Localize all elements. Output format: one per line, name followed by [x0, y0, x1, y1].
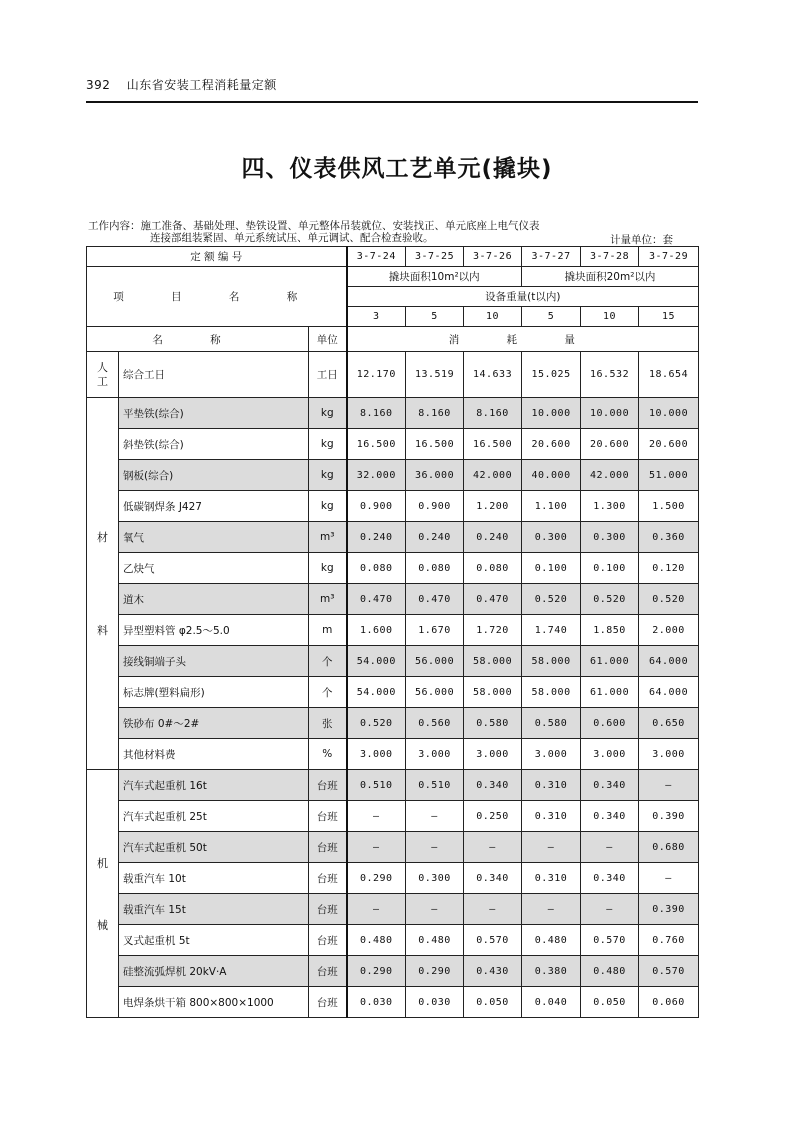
consumption-value: 0.520	[347, 708, 406, 739]
consumption-value: 0.300	[406, 863, 464, 894]
table-row	[87, 460, 699, 491]
consumption-value: 0.080	[464, 553, 522, 584]
resource-unit: 台班	[309, 894, 347, 925]
area-group: 撬块面积20m²以内	[522, 267, 699, 287]
resource-unit: kg	[309, 460, 347, 491]
resource-unit: kg	[309, 429, 347, 460]
consumption-value: 61.000	[581, 646, 639, 677]
consumption-value: 0.290	[347, 956, 406, 987]
resource-name: 氧气	[119, 522, 309, 553]
area-group: 撬块面积10m²以内	[347, 267, 522, 287]
table-row	[87, 522, 699, 553]
consumption-value: 0.340	[464, 863, 522, 894]
category-char: 人工	[97, 360, 108, 388]
consumption-value: 1.720	[464, 615, 522, 646]
table-row	[87, 832, 699, 863]
consumption-value: 0.510	[347, 770, 406, 801]
consumption-value: 1.200	[464, 491, 522, 522]
consumption-value: 0.300	[581, 522, 639, 553]
consumption-value: 0.510	[406, 770, 464, 801]
resource-unit: 台班	[309, 801, 347, 832]
consumption-value: 0.290	[406, 956, 464, 987]
table-row	[87, 615, 699, 646]
consumption-value: —	[581, 832, 639, 863]
consumption-value: 20.600	[639, 429, 699, 460]
resource-name: 钢板(综合)	[119, 460, 309, 491]
weight-value: 3	[347, 307, 406, 327]
consumption-value: 58.000	[464, 646, 522, 677]
resource-unit: kg	[309, 491, 347, 522]
resource-name: 道木	[119, 584, 309, 615]
consumption-value: —	[406, 894, 464, 925]
consumption-value: 12.170	[347, 352, 406, 398]
consumption-value: 51.000	[639, 460, 699, 491]
consumption-value: 0.310	[522, 801, 581, 832]
measurement-unit: 计量单位：套	[610, 234, 673, 246]
consumption-value: 1.500	[639, 491, 699, 522]
consumption-value: 42.000	[581, 460, 639, 491]
book-title: 山东省安装工程消耗量定额	[126, 78, 277, 92]
consumption-value: 0.360	[639, 522, 699, 553]
consumption-value: 0.120	[639, 553, 699, 584]
work-content-line2: 连接部组装紧固、单元系统试压、单元调试、配合检查验收。	[150, 232, 434, 244]
consumption-value: 32.000	[347, 460, 406, 491]
consumption-value: 0.520	[581, 584, 639, 615]
labor-category	[87, 352, 119, 398]
quota-no-label: 定 额 编 号	[87, 247, 347, 267]
consumption-value: 0.340	[581, 801, 639, 832]
table-row	[87, 352, 699, 398]
header-rule	[86, 101, 698, 103]
quota-no: 3-7-29	[639, 247, 699, 267]
resource-name: 载重汽车 10t	[119, 863, 309, 894]
consumption-value: 61.000	[581, 677, 639, 708]
consumption-value: 0.340	[464, 770, 522, 801]
quota-no: 3-7-27	[522, 247, 581, 267]
consumption-value: 0.480	[522, 925, 581, 956]
col-unit-header: 单位	[309, 327, 347, 352]
table-row	[87, 429, 699, 460]
table-row	[87, 956, 699, 987]
resource-unit: kg	[309, 553, 347, 584]
consumption-value: 0.580	[464, 708, 522, 739]
resource-name: 异型塑料管 φ2.5～5.0	[119, 615, 309, 646]
resource-unit: 个	[309, 646, 347, 677]
consumption-value: 8.160	[464, 398, 522, 429]
consumption-value: 0.310	[522, 863, 581, 894]
consumption-value: 0.050	[581, 987, 639, 1018]
consumption-value: 58.000	[522, 646, 581, 677]
resource-name: 汽车式起重机 25t	[119, 801, 309, 832]
consumption-value: —	[639, 863, 699, 894]
work-content-line1: 施工准备、基础处理、垫铁设置、单元整体吊装就位、安装找正、单元底座上电气仪表	[140, 220, 540, 232]
col-name-header: 名 称	[87, 327, 309, 352]
table-row	[87, 398, 699, 429]
consumption-value: 64.000	[639, 677, 699, 708]
consumption-value: 54.000	[347, 677, 406, 708]
consumption-value: 0.300	[522, 522, 581, 553]
consumption-value: 0.570	[581, 925, 639, 956]
table-row	[87, 925, 699, 956]
resource-name: 硅整流弧焊机 20kV·A	[119, 956, 309, 987]
consumption-value: —	[522, 894, 581, 925]
resource-name: 汽车式起重机 16t	[119, 770, 309, 801]
consumption-value: 0.310	[522, 770, 581, 801]
weight-value: 10	[464, 307, 522, 327]
consumption-value: 0.430	[464, 956, 522, 987]
consumption-value: 0.340	[581, 770, 639, 801]
consumption-value: 0.570	[464, 925, 522, 956]
machine-category	[87, 770, 119, 1018]
consumption-value: 58.000	[464, 677, 522, 708]
resource-name: 标志牌(塑料扁形)	[119, 677, 309, 708]
table-row	[87, 646, 699, 677]
consumption-value: —	[406, 801, 464, 832]
consumption-value: 18.654	[639, 352, 699, 398]
consumption-value: 56.000	[406, 677, 464, 708]
consumption-value: 3.000	[347, 739, 406, 770]
consumption-value: 54.000	[347, 646, 406, 677]
consumption-value: 10.000	[639, 398, 699, 429]
work-content	[88, 220, 540, 244]
resource-unit: 个	[309, 677, 347, 708]
resource-name: 其他材料费	[119, 739, 309, 770]
weight-value: 5	[406, 307, 464, 327]
consumption-value: 14.633	[464, 352, 522, 398]
resource-name: 接线铜端子头	[119, 646, 309, 677]
consumption-value: 0.080	[406, 553, 464, 584]
consumption-value: 0.470	[406, 584, 464, 615]
consumption-value: 0.390	[639, 894, 699, 925]
quota-table	[86, 246, 699, 1018]
consumption-value: 0.100	[522, 553, 581, 584]
table-row	[87, 987, 699, 1018]
quota-no: 3-7-25	[406, 247, 464, 267]
consumption-value: 0.570	[639, 956, 699, 987]
consumption-value: —	[347, 894, 406, 925]
consumption-value: 0.470	[464, 584, 522, 615]
consumption-value: 0.240	[464, 522, 522, 553]
consumption-value: 13.519	[406, 352, 464, 398]
consumption-value: —	[522, 832, 581, 863]
consumption-value: 0.340	[581, 863, 639, 894]
table-row	[87, 770, 699, 801]
consumption-value: 0.560	[406, 708, 464, 739]
consumption-value: 36.000	[406, 460, 464, 491]
page-title: 四、仪表供风工艺单元(撬块)	[241, 156, 553, 182]
resource-name: 乙炔气	[119, 553, 309, 584]
table-row	[87, 491, 699, 522]
table-row	[87, 739, 699, 770]
resource-unit: 台班	[309, 956, 347, 987]
item-name-label: 项 目 名 称	[87, 267, 347, 327]
consumption-value: 42.000	[464, 460, 522, 491]
resource-unit: m³	[309, 522, 347, 553]
consumption-value: 0.390	[639, 801, 699, 832]
weight-value: 5	[522, 307, 581, 327]
consumption-value: 0.240	[406, 522, 464, 553]
consumption-value: 1.300	[581, 491, 639, 522]
consumption-value: 0.520	[522, 584, 581, 615]
resource-unit: 台班	[309, 770, 347, 801]
quota-no: 3-7-26	[464, 247, 522, 267]
consumption-value: 0.030	[347, 987, 406, 1018]
category-char: 械	[97, 918, 108, 932]
consumption-value: 0.520	[639, 584, 699, 615]
consumption-value: —	[464, 894, 522, 925]
table-row	[87, 894, 699, 925]
resource-unit: 工日	[309, 352, 347, 398]
consumption-value: —	[347, 832, 406, 863]
consumption-value: 0.050	[464, 987, 522, 1018]
resource-unit: 台班	[309, 863, 347, 894]
consumption-value: 0.760	[639, 925, 699, 956]
consumption-value: 0.480	[406, 925, 464, 956]
consumption-value: 3.000	[522, 739, 581, 770]
consumption-value: 15.025	[522, 352, 581, 398]
quota-no: 3-7-28	[581, 247, 639, 267]
consumption-value: —	[406, 832, 464, 863]
resource-unit: 张	[309, 708, 347, 739]
table-row	[87, 863, 699, 894]
resource-unit: 台班	[309, 987, 347, 1018]
consumption-value: —	[581, 894, 639, 925]
consumption-value: 0.040	[522, 987, 581, 1018]
consumption-value: 16.532	[581, 352, 639, 398]
consumption-value: 3.000	[639, 739, 699, 770]
consumption-value: 16.500	[347, 429, 406, 460]
consumption-value: 1.740	[522, 615, 581, 646]
consumption-value: 56.000	[406, 646, 464, 677]
consumption-value: 3.000	[406, 739, 464, 770]
consumption-value: 0.100	[581, 553, 639, 584]
resource-name: 斜垫铁(综合)	[119, 429, 309, 460]
consumption-value: 1.670	[406, 615, 464, 646]
consumption-value: 10.000	[522, 398, 581, 429]
consumption-value: 2.000	[639, 615, 699, 646]
consumption-value: 0.030	[406, 987, 464, 1018]
table-row	[87, 584, 699, 615]
resource-unit: 台班	[309, 832, 347, 863]
resource-name: 平垫铁(综合)	[119, 398, 309, 429]
table-row	[87, 677, 699, 708]
consumption-value: 0.080	[347, 553, 406, 584]
weight-value: 10	[581, 307, 639, 327]
consumption-value: 0.470	[347, 584, 406, 615]
consumption-value: 10.000	[581, 398, 639, 429]
consumption-value: 1.850	[581, 615, 639, 646]
resource-unit: kg	[309, 398, 347, 429]
consumption-value: 0.480	[347, 925, 406, 956]
consumption-value: —	[464, 832, 522, 863]
consumption-value: 0.900	[347, 491, 406, 522]
consumption-value: 20.600	[522, 429, 581, 460]
resource-name: 电焊条烘干箱 800×800×1000	[119, 987, 309, 1018]
table-row	[87, 801, 699, 832]
consumption-value: 0.480	[581, 956, 639, 987]
resource-name: 载重汽车 15t	[119, 894, 309, 925]
consumption-value: —	[639, 770, 699, 801]
page-number: 392	[86, 78, 111, 92]
consumption-value: 3.000	[581, 739, 639, 770]
weight-label: 设备重量(t以内)	[347, 287, 699, 307]
table-row	[87, 553, 699, 584]
col-consume-header: 消 耗 量	[347, 327, 699, 352]
consumption-value: 0.290	[347, 863, 406, 894]
resource-name: 低碳钢焊条 J427	[119, 491, 309, 522]
consumption-value: 8.160	[406, 398, 464, 429]
category-char: 机	[97, 856, 108, 870]
category-char: 料	[97, 624, 108, 637]
consumption-value: 0.240	[347, 522, 406, 553]
category-char: 材	[97, 531, 108, 544]
consumption-value: 40.000	[522, 460, 581, 491]
consumption-value: 8.160	[347, 398, 406, 429]
resource-unit: m³	[309, 584, 347, 615]
consumption-value: 0.380	[522, 956, 581, 987]
consumption-value: 0.580	[522, 708, 581, 739]
resource-name: 汽车式起重机 50t	[119, 832, 309, 863]
consumption-value: 0.060	[639, 987, 699, 1018]
consumption-value: 0.680	[639, 832, 699, 863]
consumption-value: 58.000	[522, 677, 581, 708]
consumption-value: 1.600	[347, 615, 406, 646]
table-row	[87, 708, 699, 739]
consumption-value: 64.000	[639, 646, 699, 677]
running-header	[86, 76, 277, 93]
consumption-value: 0.600	[581, 708, 639, 739]
resource-unit: 台班	[309, 925, 347, 956]
resource-name: 综合工日	[119, 352, 309, 398]
resource-unit: %	[309, 739, 347, 770]
quota-no: 3-7-24	[347, 247, 406, 267]
work-content-label: 工作内容：	[88, 220, 141, 232]
resource-name: 铁砂布 0#～2#	[119, 708, 309, 739]
consumption-value: 16.500	[464, 429, 522, 460]
resource-name: 叉式起重机 5t	[119, 925, 309, 956]
consumption-value: 0.900	[406, 491, 464, 522]
consumption-value: 3.000	[464, 739, 522, 770]
material-category	[87, 398, 119, 770]
resource-unit: m	[309, 615, 347, 646]
weight-value: 15	[639, 307, 699, 327]
consumption-value: 1.100	[522, 491, 581, 522]
consumption-value: 0.250	[464, 801, 522, 832]
consumption-value: —	[347, 801, 406, 832]
consumption-value: 20.600	[581, 429, 639, 460]
consumption-value: 0.650	[639, 708, 699, 739]
consumption-value: 16.500	[406, 429, 464, 460]
